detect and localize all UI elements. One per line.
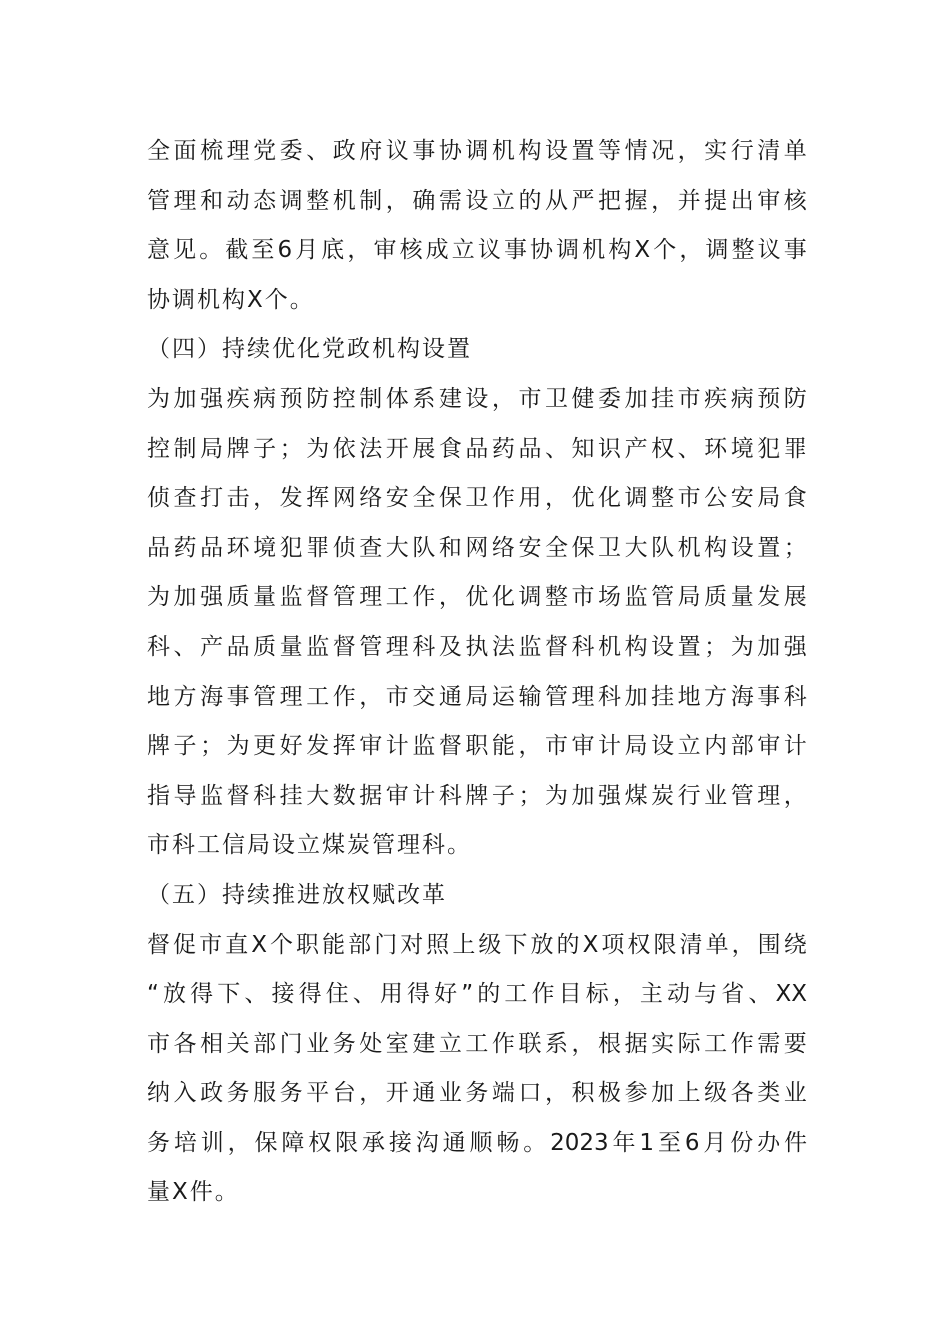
text-line-15: 市科工信局设立煤炭管理科。 — [147, 832, 472, 859]
text-line-8: 侦 查 打 击 ， 发 挥 网 络 安 全 保 卫 作 用 ， 优 化 调 整 市 公 安 局 食 — [147, 485, 807, 512]
text-line-7: 控 制 局 牌 子 ； 为 依 法 开 展 食 品 药 品 、 知 识 产 权 、 环 境 犯 罪 — [147, 435, 807, 462]
text-line-19: 市 各 相 关 部 门 业 务 处 室 建 立 工 作 联 系 ， 根 据 实 际 工 作 需 要 — [147, 1030, 807, 1057]
text-line-22: 量X件。 — [147, 1179, 240, 1206]
text-line-11: 科 、 产 品 质 量 监 督 管 理 科 及 执 法 监 督 科 机 构 设 置 ； 为 加 强 — [147, 633, 807, 660]
text-line-1: 全 面 梳 理 党 委 、 政 府 议 事 协 调 机 构 设 置 等 情 况 ， 实 行 清 单 — [147, 138, 807, 164]
text-line-4: 协调机构X个。 — [147, 286, 315, 313]
text-line-20: 纳 入 政 务 服 务 平 台 ， 开 通 业 务 端 口 ， 积 极 参 加 上 级 各 类 业 — [147, 1080, 807, 1107]
text-line-17: 督 促 市 直 X 个 职 能 部 门 对 照 上 级 下 放 的 X 项 权 限 清 单 ， 围 绕 — [147, 931, 807, 958]
text-line-2: 管 理 和 动 态 调 整 机 制 ， 确 需 设 立 的 从 严 把 握 ， 并 提 出 审 核 — [147, 187, 807, 214]
document-body — [147, 127, 807, 1218]
text-line-9: 品 药 品 环 境 犯 罪 侦 查 大 队 和 网 络 安 全 保 卫 大 队 机 构 设 置 ； — [147, 534, 807, 561]
text-line-13: 牌 子 ； 为 更 好 发 挥 审 计 监 督 职 能 ， 市 审 计 局 设 立 内 部 审 计 — [147, 733, 807, 760]
text-line-6: 为 加 强 疾 病 预 防 控 制 体 系 建 设 ， 市 卫 健 委 加 挂 市 疾 病 预 防 — [147, 385, 807, 412]
text-line-14: 指 导 监 督 科 挂 大 数 据 审 计 科 牌 子 ； 为 加 强 煤 炭 行 业 管 理 ， — [147, 782, 807, 809]
text-line-21: 务 培 训 ， 保 障 权 限 承 接 沟 通 顺 畅 。 2023 年 1 至 6 月 份 办 件 — [147, 1129, 807, 1156]
text-line-12: 地 方 海 事 管 理 工 作 ， 市 交 通 局 运 输 管 理 科 加 挂 地 方 海 事 科 — [147, 683, 807, 710]
text-line-3: 意 见 。 截 至 6 月 底 ， 审 核 成 立 议 事 协 调 机 构 X 个 ， 调 整 议 事 — [147, 237, 807, 264]
section-heading-4: （四）持续优化党政机构设置 — [147, 336, 472, 363]
section-heading-5: （五）持续推进放权赋改革 — [147, 881, 447, 908]
text-line-10: 为 加 强 质 量 监 督 管 理 工 作 ， 优 化 调 整 市 场 监 管 局 质 量 发 展 — [147, 584, 807, 611]
text-line-18: “ 放 得 下 、 接 得 住 、 用 得 好 ” 的 工 作 目 标 ， 主 动 与 省 、 XX — [147, 981, 807, 1008]
